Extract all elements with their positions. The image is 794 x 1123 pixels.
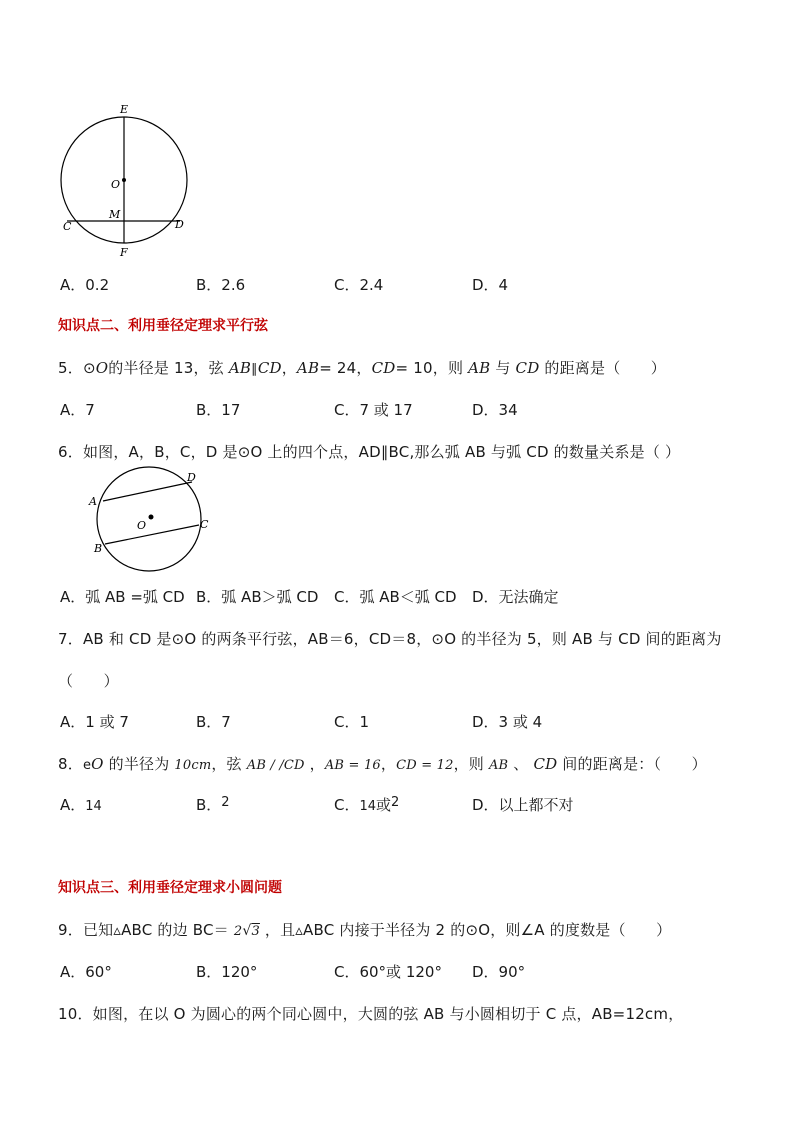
label-a: A xyxy=(89,495,97,508)
question-7-paren: （ ） xyxy=(58,672,119,690)
q5-var-cd: CD xyxy=(515,359,540,377)
q5-var-ab: AB xyxy=(228,359,252,377)
q8-text: ， xyxy=(380,755,397,773)
section-heading-2: 知识点二、利用垂径定理求平行弦 xyxy=(58,318,268,334)
q5-option-c: C．7 或 17 xyxy=(334,401,413,419)
q5-option-a: A．7 xyxy=(60,401,95,419)
q8-option-c-value-1: 14 xyxy=(359,799,377,814)
q9-sqrt-icon: √ xyxy=(242,923,252,939)
q8-text: 、 xyxy=(508,755,534,773)
q8-option-d: D．以上都不对 xyxy=(472,796,574,814)
q8-option-a-label: A． xyxy=(60,796,86,814)
q8-text: ， xyxy=(304,755,325,773)
q8-var-cd: CD xyxy=(533,755,558,773)
question-10-stem: 10．如图，在以 O 为圆心的两个同心圆中，大圆的弦 AB 与小圆相切于 C 点，AB=12cm， xyxy=(58,1005,684,1023)
q8-option-b xyxy=(196,795,230,817)
q6-option-d: D．无法确定 xyxy=(472,588,559,606)
q5-text: 的半径是 13，弦 xyxy=(108,359,229,377)
q8-option-b-value: 2 xyxy=(221,795,230,810)
q4-option-b: B．2.6 xyxy=(196,276,246,294)
q9-option-b: B．120° xyxy=(196,963,258,981)
label-o: O xyxy=(137,519,147,532)
label-b: B xyxy=(94,542,103,555)
q8-cd-length: CD = 12 xyxy=(396,758,454,773)
figure-circle-diameter-ef xyxy=(50,100,200,265)
chord-bc xyxy=(105,525,199,544)
q5-text: 的距离是（ ） xyxy=(539,359,667,377)
q9-option-d: D．90° xyxy=(472,963,526,981)
q8-var-ab: AB xyxy=(488,758,509,773)
question-6-stem: 6．如图，A，B，C，D 是⊙O 上的四个点，AD∥BC,那么弧 AB 与弧 CD 的数量关系是（ ） xyxy=(58,443,681,461)
circle-o xyxy=(97,467,201,571)
q8-chord-relation: AB / /CD xyxy=(246,758,305,773)
q9-sqrt-coefficient: 2 xyxy=(233,924,243,939)
q8-text: 的半径为 xyxy=(103,755,175,773)
q8-circle-symbol: e xyxy=(82,758,92,773)
q8-radius: 10cm xyxy=(174,758,212,773)
q8-option-c-label: C． xyxy=(334,796,360,814)
q9-option-c: C．60°或 120° xyxy=(334,963,442,981)
label-m: M xyxy=(109,208,121,221)
q8-text: 8． xyxy=(58,755,83,773)
q5-parallel-symbol: ∥ xyxy=(251,362,258,377)
q7-option-c: C．1 xyxy=(334,713,370,731)
q9-option-a: A．60° xyxy=(60,963,112,981)
q7-option-d: D．3 或 4 xyxy=(472,713,543,731)
label-c: C xyxy=(63,220,72,233)
label-d: D xyxy=(175,218,184,231)
q5-text: ， xyxy=(281,359,297,377)
q8-var-o: O xyxy=(91,755,104,773)
section-heading-3: 知识点三、利用垂径定理求小圆问题 xyxy=(58,880,282,896)
q4-option-c: C．2.4 xyxy=(334,276,384,294)
center-point xyxy=(149,515,154,520)
q8-option-c-or: 或 xyxy=(376,796,392,814)
q8-option-c xyxy=(334,795,399,817)
q5-option-d: D．34 xyxy=(472,401,518,419)
question-5-stem xyxy=(58,358,666,380)
q8-text: 间的距离是：（ ） xyxy=(557,755,707,773)
q8-option-a-value: 14 xyxy=(85,799,102,814)
label-d: D xyxy=(187,471,196,484)
q5-var-ab: AB xyxy=(468,359,491,377)
q5-text: 5．⊙ xyxy=(58,359,96,377)
q5-var-cd: CD xyxy=(257,359,282,377)
q7-option-a: A．1 或 7 xyxy=(60,713,129,731)
q6-option-b: B．弧 AB＞弧 CD xyxy=(196,588,319,606)
q6-option-a: A．弧 AB =弧 CD xyxy=(60,588,185,606)
q5-var-o: O xyxy=(95,359,109,377)
question-9-stem xyxy=(58,920,671,942)
label-c: C xyxy=(200,518,209,531)
q5-text: 与 xyxy=(490,359,516,377)
center-point xyxy=(122,178,126,182)
q8-text: ，弦 xyxy=(211,755,247,773)
q9-text: 9．已知▵ABC 的边 BC＝ xyxy=(58,921,234,939)
q7-option-b: B．7 xyxy=(196,713,231,731)
q5-option-b: B．17 xyxy=(196,401,241,419)
q4-option-d: D．4 xyxy=(472,276,509,294)
q5-text: = 10，则 xyxy=(395,359,469,377)
q5-text: = 24， xyxy=(319,359,372,377)
label-e: E xyxy=(120,103,129,116)
chord-ad xyxy=(103,482,192,501)
q8-option-c-value-2: 2 xyxy=(391,795,400,810)
question-7-stem: 7．AB 和 CD 是⊙O 的两条平行弦，AB＝6，CD＝8，⊙O 的半径为 5，则 AB 与 CD 间的距离为 xyxy=(58,630,722,648)
q5-var-cd: CD xyxy=(371,359,396,377)
figure-circle-parallel-chords xyxy=(85,465,220,575)
q5-var-ab: AB xyxy=(296,359,320,377)
q4-option-a: A．0.2 xyxy=(60,276,110,294)
q9-sqrt-radicand: 3 xyxy=(251,924,260,939)
question-8-stem xyxy=(58,754,707,776)
q8-option-a xyxy=(60,795,102,817)
q8-option-b-label: B． xyxy=(196,796,222,814)
q8-text: ，则 xyxy=(453,755,489,773)
label-o: O xyxy=(111,178,121,191)
q9-text: ，且▵ABC 内接于半径为 2 的⊙O，则∠A 的度数是（ ） xyxy=(259,921,672,939)
label-f: F xyxy=(120,246,128,259)
q6-option-c: C．弧 AB＜弧 CD xyxy=(334,588,457,606)
q8-ab-length: AB = 16 xyxy=(324,758,381,773)
